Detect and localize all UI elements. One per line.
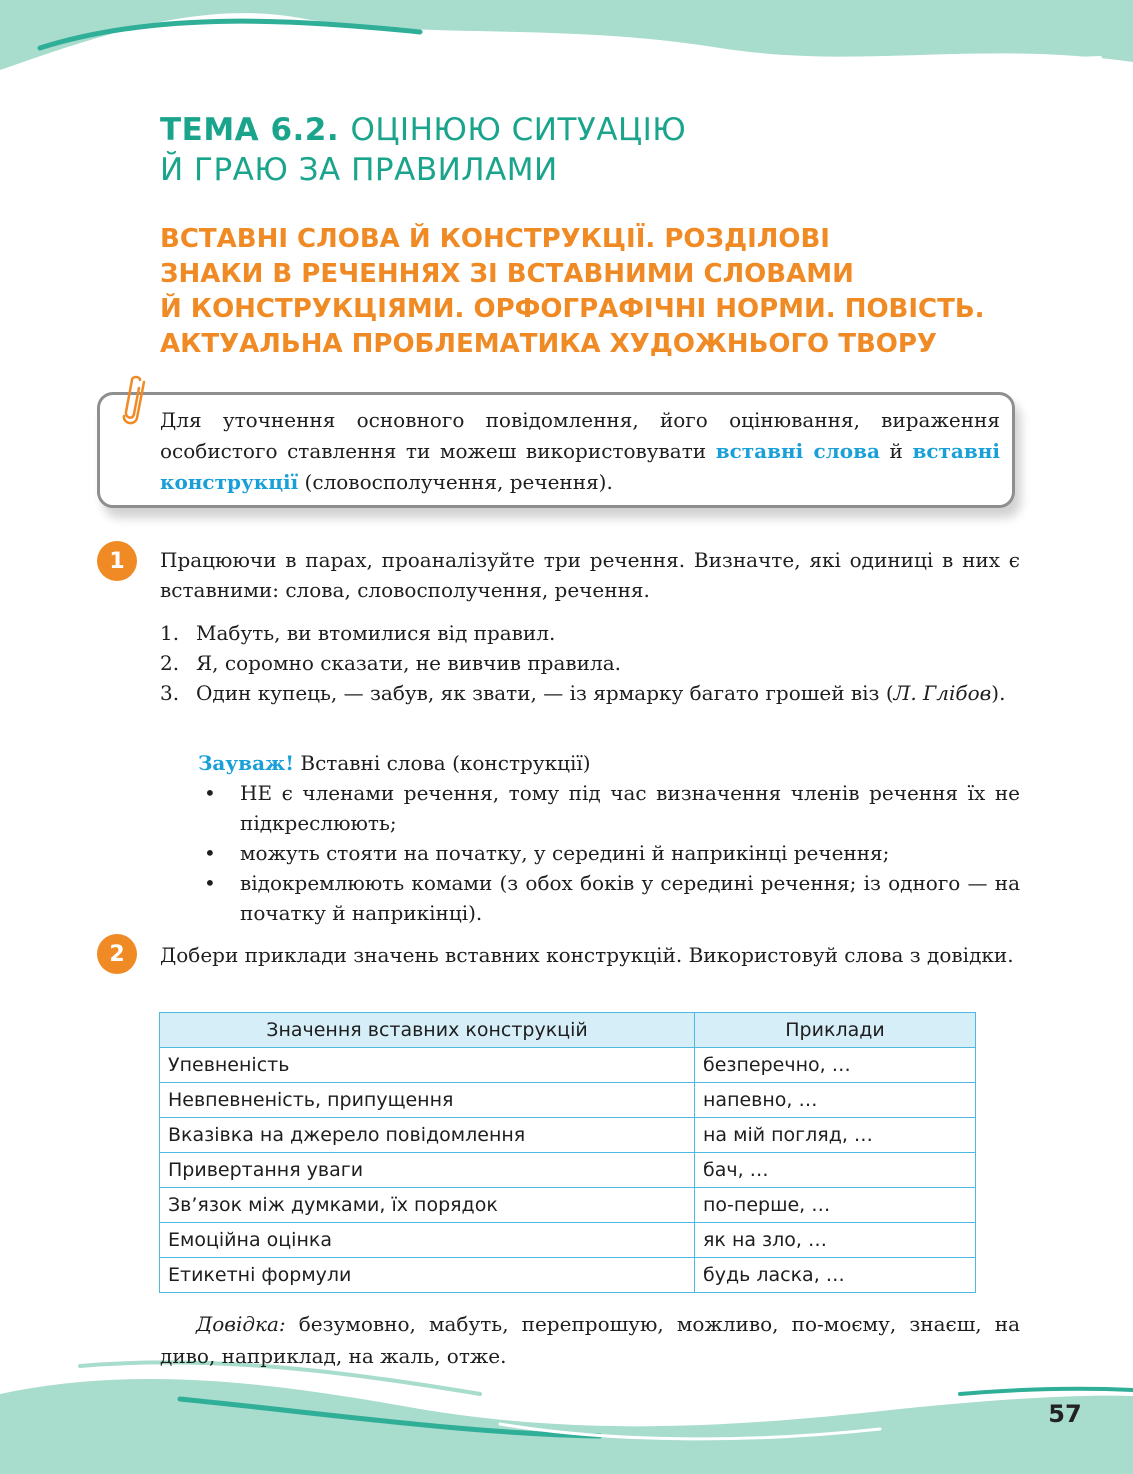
bullet-text: можуть стояти на початку, у середині й наприкінці речення; [240,841,890,865]
list-number: 3. [160,681,180,705]
example-sentences-list [160,618,1020,708]
list-item [198,778,1020,838]
subtitle-line: Й КОНСТРУКЦІЯМИ. ОРФОГРАФІЧНІ НОРМИ. ПОВІСТЬ. [160,294,985,324]
table-row [160,1258,976,1293]
table-row [160,1118,976,1153]
sentence-text: Один купець, — забув, як звати, — із ярмарку багато грошей віз ( [196,681,894,705]
list-item [160,618,1020,648]
list-item [198,868,1020,928]
table-cell: по-перше, … [695,1188,976,1223]
task-number-badge: 1 [97,541,137,581]
table-header: Значення вставних конструкцій [160,1013,695,1048]
reference-label: Довідка: [196,1312,286,1336]
reference-words [160,1308,1020,1372]
remark-label: Зауваж! [198,751,295,775]
table-cell: Емоційна оцінка [160,1223,695,1258]
term-inserted-words: вставні слова [715,439,880,463]
note-text-part: й [879,439,913,463]
list-number: 2. [160,651,180,675]
sentence-text: Мабуть, ви втомилися від правил. [196,621,556,645]
term-inserted-constructions: вставні конструкції [160,439,1001,494]
table-cell: Невпевненість, припущення [160,1083,695,1118]
subtitle-line: ЗНАКИ В РЕЧЕННЯХ ЗІ ВСТАВНИМИ СЛОВАМИ [160,259,854,289]
subtitle-line: ВСТАВНІ СЛОВА Й КОНСТРУКЦІЇ. РОЗДІЛОВІ [160,224,830,254]
table-cell: напевно, … [695,1083,976,1118]
table-row [160,1083,976,1118]
table-row [160,1048,976,1083]
table-cell: Привертання уваги [160,1153,695,1188]
lesson-subtitle [160,222,1060,362]
table-cell: Зв’язок між думками, їх порядок [160,1188,695,1223]
task-number-badge: 2 [97,934,137,974]
rule-note-text [160,405,1000,498]
bullet-icon: • [204,871,216,895]
author-name: Л. Глібов [893,681,992,705]
remark-lead-text: Вставні слова (конструкції) [294,751,591,775]
table-row [160,1153,976,1188]
theme-title-line1: ОЦІНЮЮ СИТУАЦІЮ [350,112,687,148]
top-wave-decoration [0,0,1133,100]
paperclip-icon [118,374,152,426]
list-item [160,648,1020,678]
list-item [198,838,1020,868]
theme-title [160,110,1060,190]
table-cell: бач, … [695,1153,976,1188]
page-number: 57 [1048,1400,1082,1428]
bullet-icon: • [204,841,216,865]
note-text-part: (словосполучення, речення). [298,470,613,494]
table-cell: як на зло, … [695,1223,976,1258]
sentence-text: Я, соромно сказати, не вивчив правила. [196,651,621,675]
table-cell: безперечно, … [695,1048,976,1083]
reference-text: безумовно, мабуть, перепрошую, можливо, по-моєму, знаєш, на диво, наприклад, на жаль, отже. [160,1312,1020,1368]
table-cell: Вказівка на джерело повідомлення [160,1118,695,1153]
list-item [160,678,1020,708]
bullet-icon: • [204,781,216,805]
list-number: 1. [160,621,180,645]
rule-note-box [97,392,1015,508]
table-header-row [160,1013,976,1048]
theme-label: ТЕМА 6.2. [160,112,340,148]
bullet-text: НЕ є членами речення, тому під час визначення членів речення їх не підкреслюють; [240,781,1020,835]
table-cell: Етикетні формули [160,1258,695,1293]
inserted-constructions-table [159,1012,976,1293]
table-row [160,1223,976,1258]
theme-title-line2: Й ГРАЮ ЗА ПРАВИЛАМИ [160,152,558,188]
sentence-end: ). [991,681,1006,705]
subtitle-line: АКТУАЛЬНА ПРОБЛЕМАТИКА ХУДОЖНЬОГО ТВОРУ [160,329,937,359]
table-cell: будь ласка, … [695,1258,976,1293]
table-cell: Упевненість [160,1048,695,1083]
task2-text: Добери приклади значень вставних конструкцій. Використовуй слова з довідки. [160,943,1014,967]
table-row [160,1188,976,1223]
bullet-text: відокремлюють комами (з обох боків у середині речення; із одного — на початку й наприкінці). [240,871,1020,925]
bottom-wave-decoration [0,1354,1133,1474]
remark-lead [198,748,1020,778]
task1-text: Працюючи в парах, проаналізуйте три речення. Визначте, які одиниці в них є вставними: слова, словосполучення, речення. [160,548,1020,602]
table-header: Приклади [695,1013,976,1048]
remark-block [198,748,1020,928]
table-cell: на мій погляд, … [695,1118,976,1153]
remark-bullets [198,778,1020,928]
note-text-part: Для уточнення основного повідомлення, його оцінювання, вираження особистого ставлення ти можеш використовувати [160,408,1000,463]
